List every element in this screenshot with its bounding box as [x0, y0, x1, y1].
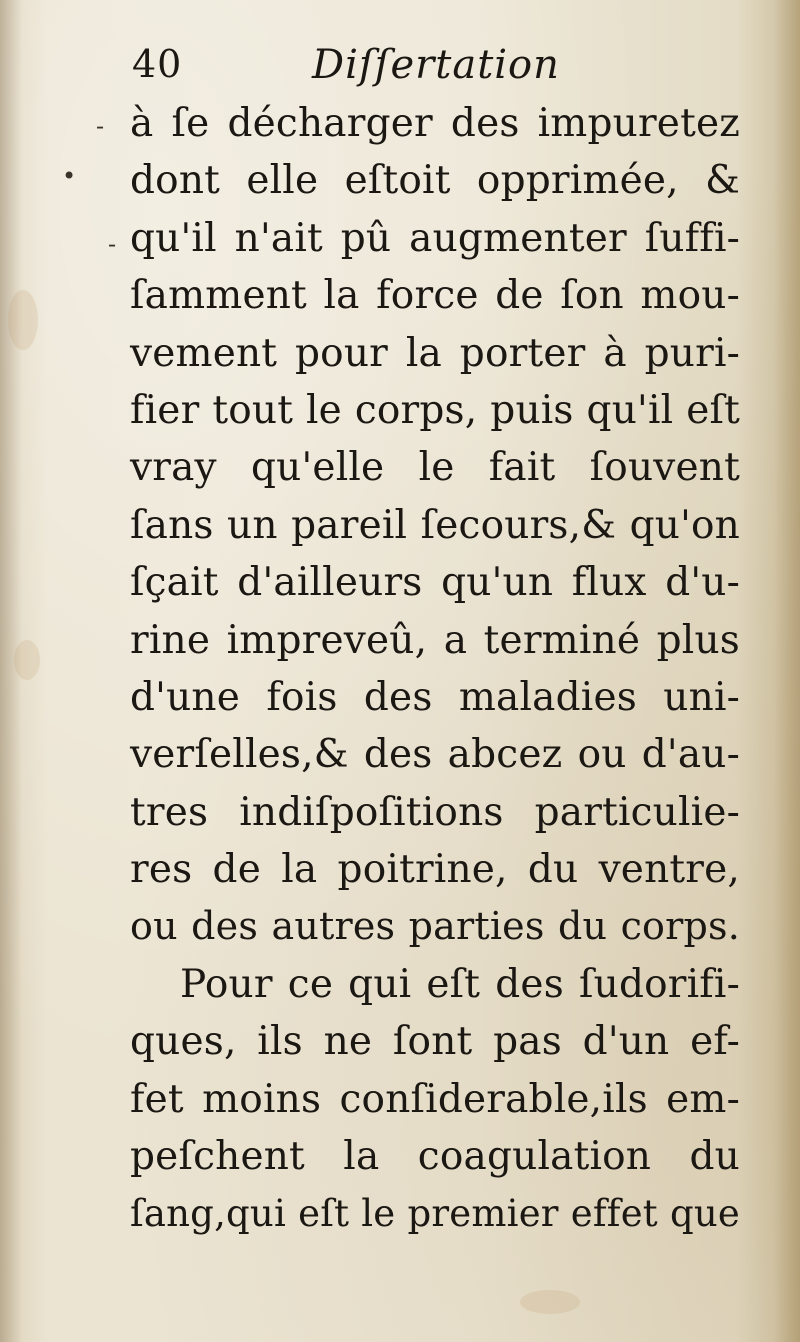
- text-line: ſçait d'ailleurs qu'un flux d'u-: [130, 560, 740, 606]
- foxing-stain: [8, 290, 38, 350]
- foxing-stain: [14, 640, 40, 680]
- text-line: ſang,qui eſt le premier effet que: [130, 1192, 740, 1236]
- text-line: d'une fois des maladies uni-: [130, 674, 740, 720]
- text-line: vement pour la porter à puri-: [130, 330, 740, 376]
- text-line: fier tout le corps, puis qu'il eſt: [130, 387, 740, 433]
- text-line: res de la poitrine, du ventre,: [130, 847, 740, 893]
- text-line: ſamment la force de ſon mou-: [130, 273, 740, 319]
- foxing-stain: [520, 1290, 580, 1314]
- text-line: ques, ils ne ſont pas d'un ef-: [130, 1019, 740, 1065]
- body-text: [130, 95, 740, 1243]
- running-title: Diſſertation: [312, 42, 560, 88]
- running-head: [130, 42, 750, 102]
- margin-mark: -: [108, 230, 117, 258]
- text-line: Pour ce qui eſt des ſudorifi-: [180, 961, 740, 1007]
- text-line: ſans un pareil ſecours,& qu'on: [130, 502, 740, 548]
- text-line: peſchent la coagulation du: [130, 1134, 740, 1180]
- text-line: verſelles,& des abcez ou d'au-: [130, 732, 740, 778]
- page-edge: [774, 0, 800, 1342]
- margin-mark: •: [62, 162, 77, 190]
- text-line: dont elle eſtoit opprimée, &: [130, 158, 740, 204]
- text-line: fet moins conſiderable,ils em-: [130, 1076, 740, 1122]
- page-number: 40: [132, 42, 183, 86]
- text-line: ou des autres parties du corps.: [130, 904, 740, 949]
- margin-mark: -: [96, 112, 105, 140]
- text-line: vray qu'elle le fait ſouvent: [130, 445, 740, 491]
- text-line: tres indiſpoſitions particulie-: [130, 789, 740, 835]
- text-line: rine impreveû, a terminé plus: [130, 617, 740, 663]
- text-line: à ſe décharger des impuretez: [130, 101, 740, 146]
- text-line: qu'il n'ait pû augmenter ſuffi-: [130, 215, 740, 261]
